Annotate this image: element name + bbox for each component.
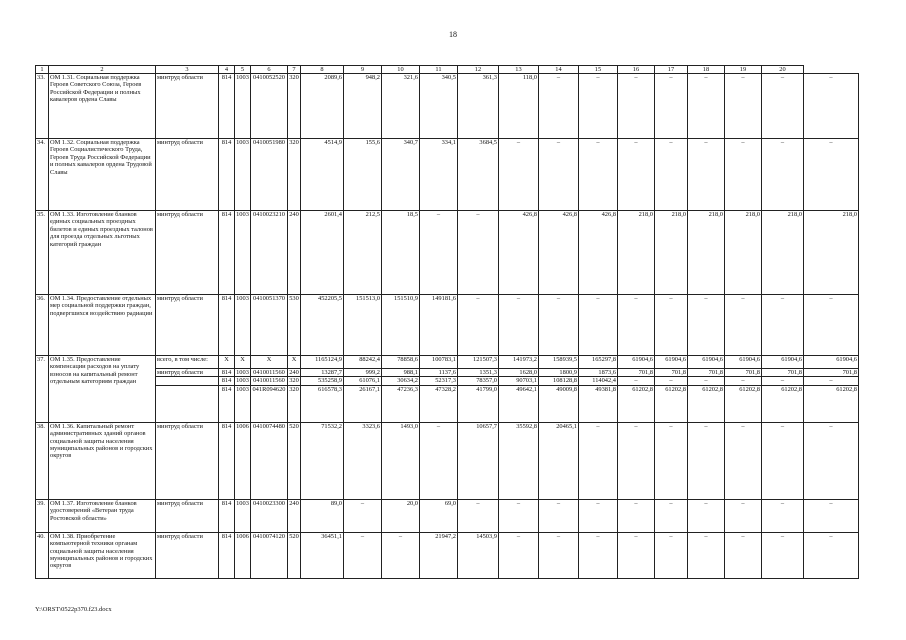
measure-name: ОМ 1.37. Изготовление бланков удостоверений «Ветеран труда Ростовской области»: [49, 499, 156, 532]
amount-cell: 701,8: [804, 369, 859, 377]
amount-cell: 321,6: [382, 74, 420, 139]
amount-cell: 340,5: [420, 74, 458, 139]
amount-cell: 114042,4: [579, 377, 618, 385]
amount-cell: 61904,6: [688, 356, 725, 369]
code-cell: 0410052520: [251, 74, 288, 139]
amount-cell: –: [762, 139, 804, 211]
amount-cell: –: [618, 74, 655, 139]
amount-cell: 61904,6: [762, 356, 804, 369]
amount-cell: –: [618, 532, 655, 578]
row-number: 39.: [36, 499, 49, 532]
amount-cell: 218,0: [655, 211, 688, 295]
table-row: [36, 74, 859, 139]
amount-cell: 218,0: [688, 211, 725, 295]
code-cell: 1003: [236, 369, 249, 376]
amount-cell: 61202,8: [725, 385, 762, 422]
amount-cell: –: [499, 499, 539, 532]
code-cell: 814: [219, 139, 235, 211]
measure-name: ОМ 1.34. Предоставление отдельных мер социальной поддержки граждан, подвергшихся воздействию радиации: [49, 295, 156, 356]
amount-cell: –: [420, 211, 458, 295]
amount-cell: 35592,8: [499, 422, 539, 499]
amount-cell: –: [499, 532, 539, 578]
column-number: 11: [420, 66, 458, 74]
code-cell: 0410023300: [251, 499, 288, 532]
amount-cell: 71532,2: [301, 422, 344, 499]
amount-cell: 1137,6: [420, 369, 458, 377]
footer-file-path: Y:\ORST\0522p370.f23.docx: [35, 606, 112, 613]
amount-cell: –: [725, 74, 762, 139]
row-number: 37.: [36, 356, 49, 423]
amount-cell: 535258,9: [301, 377, 344, 385]
amount-cell: –: [725, 499, 762, 532]
amount-cell: –: [762, 499, 804, 532]
amount-cell: 701,8: [655, 369, 688, 377]
code-cell: 814: [219, 499, 235, 532]
amount-cell: –: [655, 377, 688, 385]
amount-cell: –: [539, 295, 579, 356]
amount-cell: 36451,1: [301, 532, 344, 578]
code-cell: 320: [288, 74, 301, 139]
amount-cell: –: [618, 295, 655, 356]
code-cell: 0410011560: [251, 369, 288, 377]
amount-cell: 340,7: [382, 139, 420, 211]
amount-cell: –: [499, 139, 539, 211]
column-number: 14: [539, 66, 579, 74]
column-number: 10: [382, 66, 420, 74]
measure-name: ОМ 1.33. Изготовление бланков единых социальных проездных билетов и единых проездных талонов для проезда отдельных льготных категорий граждан: [49, 211, 156, 295]
amount-cell: 61202,8: [618, 385, 655, 422]
amount-cell: 701,8: [762, 369, 804, 377]
amount-cell: 3684,5: [458, 139, 499, 211]
amount-cell: –: [804, 295, 859, 356]
amount-cell: –: [655, 499, 688, 532]
amount-cell: 78858,6: [382, 356, 420, 369]
executor: минтруд области: [156, 422, 219, 499]
amount-cell: 118,0: [499, 74, 539, 139]
column-number: 8: [301, 66, 344, 74]
amount-cell: –: [804, 499, 859, 532]
amount-cell: 212,5: [344, 211, 382, 295]
column-number: 9: [344, 66, 382, 74]
code-cell: 1003: [235, 385, 251, 422]
amount-cell: 1351,3: [458, 369, 499, 377]
amount-cell: 61904,6: [618, 356, 655, 369]
amount-cell: 149181,6: [420, 295, 458, 356]
amount-cell: –: [579, 74, 618, 139]
amount-cell: –: [804, 74, 859, 139]
amount-cell: –: [655, 295, 688, 356]
amount-cell: –: [458, 295, 499, 356]
code-cell: X: [251, 356, 288, 369]
amount-cell: 948,2: [344, 74, 382, 139]
row-number: 35.: [36, 211, 49, 295]
code-cell: 0410051370: [251, 295, 288, 356]
amount-cell: 26167,1: [344, 385, 382, 422]
amount-cell: 218,0: [725, 211, 762, 295]
amount-cell: 701,8: [618, 369, 655, 377]
executor: всего, в том числе:: [156, 356, 219, 369]
executor: минтруд области: [156, 211, 219, 295]
amount-cell: –: [655, 532, 688, 578]
amount-cell: –: [344, 499, 382, 532]
amount-cell: 1493,0: [382, 422, 420, 499]
amount-cell: –: [458, 211, 499, 295]
amount-cell: 61202,8: [655, 385, 688, 422]
amount-cell: 999,2: [344, 369, 382, 377]
amount-cell: 61202,8: [762, 385, 804, 422]
amount-cell: 13287,7: [301, 369, 344, 377]
amount-cell: –: [382, 532, 420, 578]
amount-cell: 21947,2: [420, 532, 458, 578]
code-cell: 320: [288, 385, 301, 422]
amount-cell: –: [688, 295, 725, 356]
code-cell: 530: [288, 295, 301, 356]
measure-name: ОМ 1.32. Социальная поддержка Героев Социалистического Труда, Героев Труда Российской Федерации и полных кавалеров ордена Трудовой Славы: [49, 139, 156, 211]
measure-name: ОМ 1.31. Социальная поддержка Героев Советского Союза, Героев Российской Федерации и полных кавалеров ордена Славы: [49, 74, 156, 139]
amount-cell: –: [539, 499, 579, 532]
amount-cell: –: [539, 74, 579, 139]
page-number: 18: [449, 30, 457, 39]
amount-cell: 165297,8: [579, 356, 618, 369]
amount-cell: 426,8: [499, 211, 539, 295]
code-cell: 0410074480: [251, 422, 288, 499]
amount-cell: 218,0: [762, 211, 804, 295]
amount-cell: 61202,8: [688, 385, 725, 422]
table-row: [36, 139, 859, 211]
amount-cell: –: [725, 377, 762, 385]
code-cell: 814: [219, 369, 235, 377]
amount-cell: 78357,0: [458, 377, 499, 385]
column-number: 13: [499, 66, 539, 74]
amount-cell: 121507,3: [458, 356, 499, 369]
amount-cell: –: [579, 532, 618, 578]
amount-cell: 218,0: [804, 211, 859, 295]
amount-cell: 61904,6: [725, 356, 762, 369]
amount-cell: 14503,9: [458, 532, 499, 578]
amount-cell: –: [725, 422, 762, 499]
column-number: 15: [579, 66, 618, 74]
amount-cell: 158939,5: [539, 356, 579, 369]
amount-cell: –: [618, 422, 655, 499]
executor: минтруд области: [156, 532, 219, 578]
table-row: [36, 532, 859, 578]
amount-cell: 61904,6: [655, 356, 688, 369]
row-number: 40.: [36, 532, 49, 578]
column-number: 3: [156, 66, 219, 74]
amount-cell: –: [539, 139, 579, 211]
amount-cell: 20,0: [382, 499, 420, 532]
amount-cell: 361,3: [458, 74, 499, 139]
row-number: 33.: [36, 74, 49, 139]
executor: [156, 385, 219, 422]
amount-cell: –: [618, 139, 655, 211]
amount-cell: 90703,1: [499, 377, 539, 385]
amount-cell: –: [725, 295, 762, 356]
amount-cell: 41799,0: [458, 385, 499, 422]
amount-cell: 89,0: [301, 499, 344, 532]
column-number: 17: [655, 66, 688, 74]
executor: минтруд области: [156, 499, 219, 532]
code-cell: 0410051980: [251, 139, 288, 211]
column-number: 5: [235, 66, 251, 74]
executor: минтруд области: [156, 139, 219, 211]
executor: минтруд области: [156, 74, 219, 139]
code-cell: 320: [289, 377, 299, 385]
amount-cell: –: [762, 74, 804, 139]
amount-cell: –: [655, 422, 688, 499]
amount-cell: 701,8: [725, 369, 762, 377]
code-cell: 240: [288, 211, 301, 295]
code-cell: 1003: [235, 74, 251, 139]
table-row: [36, 356, 859, 369]
amount-cell: 49642,1: [499, 385, 539, 422]
amount-cell: 52317,3: [420, 377, 458, 385]
column-number: 7: [288, 66, 301, 74]
amount-cell: –: [804, 139, 859, 211]
column-number: 12: [458, 66, 499, 74]
amount-cell: 1873,6: [579, 369, 618, 377]
code-cell: X: [235, 356, 251, 369]
amount-cell: 61904,6: [804, 356, 859, 369]
amount-cell: 2089,6: [301, 74, 344, 139]
amount-cell: 701,8: [688, 369, 725, 377]
column-number: 20: [762, 66, 804, 74]
table-row: [36, 211, 859, 295]
measure-name: ОМ 1.36. Капитальный ремонт административных зданий органов социальной защиты населения муниципальных районов и городских округов: [49, 422, 156, 499]
amount-cell: –: [579, 499, 618, 532]
amount-cell: –: [420, 422, 458, 499]
executor: минтруд области: [156, 369, 219, 377]
amount-cell: –: [655, 74, 688, 139]
amount-cell: –: [762, 295, 804, 356]
code-cell: 240: [288, 499, 301, 532]
amount-cell: –: [804, 422, 859, 499]
amount-cell: 61202,8: [804, 385, 859, 422]
amount-cell: 1165124,9: [301, 356, 344, 369]
amount-cell: –: [579, 139, 618, 211]
column-number: 19: [725, 66, 762, 74]
table-subrow: [36, 377, 859, 385]
amount-cell: 988,1: [382, 369, 420, 377]
amount-cell: 100783,1: [420, 356, 458, 369]
amount-cell: 452205,5: [301, 295, 344, 356]
code-cell: 520: [288, 422, 301, 499]
code-cell: 814: [219, 532, 235, 578]
amount-cell: 334,1: [420, 139, 458, 211]
amount-cell: 47328,2: [420, 385, 458, 422]
table-row: [36, 422, 859, 499]
amount-cell: 151513,0: [344, 295, 382, 356]
measure-name: ОМ 1.38. Приобретение компьютерной техники органам социальной защиты населения муниципальных районов и городских округов: [49, 532, 156, 578]
amount-cell: 88242,4: [344, 356, 382, 369]
column-number: 16: [618, 66, 655, 74]
code-cell: 814: [219, 422, 235, 499]
code-cell: 520: [288, 532, 301, 578]
executor: минтруд области: [156, 295, 219, 356]
amount-cell: –: [688, 532, 725, 578]
amount-cell: 2601,4: [301, 211, 344, 295]
table-subrow: [36, 369, 859, 377]
code-cell: 1003: [235, 499, 251, 532]
amount-cell: 426,8: [539, 211, 579, 295]
amount-cell: 49009,8: [539, 385, 579, 422]
amount-cell: –: [458, 499, 499, 532]
amount-cell: 151510,9: [382, 295, 420, 356]
column-number: 4: [219, 66, 235, 74]
amount-cell: 3323,6: [344, 422, 382, 499]
code-cell: 814: [219, 385, 235, 422]
column-number: 2: [49, 66, 156, 74]
code-cell: 1003: [235, 295, 251, 356]
amount-cell: –: [618, 377, 655, 385]
amount-cell: –: [499, 295, 539, 356]
amount-cell: –: [762, 422, 804, 499]
amount-cell: –: [688, 377, 725, 385]
amount-cell: 20465,1: [539, 422, 579, 499]
code-cell: 814: [219, 211, 235, 295]
column-number: 1: [36, 66, 49, 74]
code-cell: 240: [289, 369, 299, 376]
amount-cell: 1800,9: [539, 369, 579, 377]
row-number: 34.: [36, 139, 49, 211]
table-row: [36, 499, 859, 532]
amount-cell: 61076,1: [344, 377, 382, 385]
code-cell: 814: [219, 377, 235, 385]
amount-cell: 616578,3: [301, 385, 344, 422]
code-cell: 1006: [235, 532, 251, 578]
code-cell: 814: [219, 295, 235, 356]
code-cell: 1003: [236, 377, 249, 385]
code-cell: 041R094620: [251, 385, 288, 422]
amount-cell: –: [688, 139, 725, 211]
budget-table: [35, 65, 859, 579]
amount-cell: 30634,2: [382, 377, 420, 385]
column-number: 18: [688, 66, 725, 74]
code-cell: 1003: [235, 211, 251, 295]
amount-cell: –: [725, 139, 762, 211]
code-cell: 0410023210: [251, 211, 288, 295]
amount-cell: 18,5: [382, 211, 420, 295]
amount-cell: –: [804, 377, 859, 385]
measure-name: ОМ 1.35. Предоставление компенсации расходов на уплату взносов на капитальный ремонт отдельным категориям граждан: [49, 356, 156, 423]
table-row: [36, 295, 859, 356]
amount-cell: –: [804, 532, 859, 578]
code-cell: 1003: [235, 139, 251, 211]
amount-cell: –: [539, 532, 579, 578]
amount-cell: 218,0: [618, 211, 655, 295]
code-cell: 0410011560: [251, 377, 288, 385]
amount-cell: –: [725, 532, 762, 578]
amount-cell: 155,6: [344, 139, 382, 211]
amount-cell: –: [344, 532, 382, 578]
amount-cell: 141973,2: [499, 356, 539, 369]
amount-cell: 10657,7: [458, 422, 499, 499]
amount-cell: –: [579, 422, 618, 499]
amount-cell: –: [688, 422, 725, 499]
amount-cell: –: [762, 377, 804, 385]
code-cell: 320: [288, 139, 301, 211]
amount-cell: 49381,8: [579, 385, 618, 422]
amount-cell: 4514,9: [301, 139, 344, 211]
amount-cell: –: [688, 499, 725, 532]
code-cell: 814: [219, 74, 235, 139]
table-subrow: [36, 385, 859, 422]
amount-cell: 69,0: [420, 499, 458, 532]
code-cell: 0410074120: [251, 532, 288, 578]
code-cell: X: [219, 356, 235, 369]
code-cell: X: [288, 356, 301, 369]
row-number: 36.: [36, 295, 49, 356]
amount-cell: –: [655, 139, 688, 211]
executor: [156, 377, 219, 385]
amount-cell: –: [688, 74, 725, 139]
column-number: 6: [251, 66, 288, 74]
amount-cell: –: [618, 499, 655, 532]
column-number-row: [36, 66, 859, 74]
amount-cell: 426,8: [579, 211, 618, 295]
amount-cell: –: [579, 295, 618, 356]
code-cell: 1006: [235, 422, 251, 499]
amount-cell: 47236,3: [382, 385, 420, 422]
amount-cell: 1628,0: [499, 369, 539, 377]
row-number: 38.: [36, 422, 49, 499]
amount-cell: 108128,8: [539, 377, 579, 385]
amount-cell: –: [762, 532, 804, 578]
